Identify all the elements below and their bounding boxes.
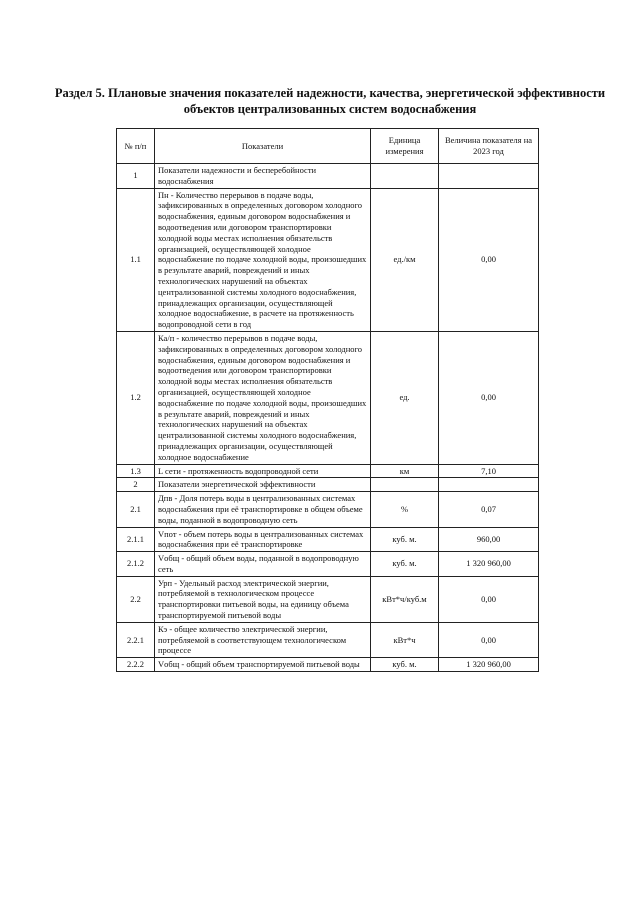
title-line-1: Раздел 5. Плановые значения показателей надежности, качества, энергетической эффективности bbox=[54, 86, 606, 100]
row-name: Урп - Удельный расход электрической энергии, потребляемой в технологическом процессе транспортировки питьевой воды, на единицу объема транспортируемой питьевой воды bbox=[155, 576, 371, 622]
table-row bbox=[117, 164, 539, 189]
row-name: Пн - Количество перерывов в подаче воды, зафиксированных в определенных договором холодного водоснабжения, единым договором водоснабжения и водоотведения или договором транспортировки холодной воды местах исполнения обязательств организацией, осуществляющей холодное водоснабжение по подаче холодной воды, произошедших в результате аварий, повреждений и иных технологических нарушений на объектах централизованной системы холодного водоснабжения, принадлежащих организации, осуществляющей холодное водоснабжение, в расчете на протяженность водопроводной сети в год bbox=[155, 188, 371, 331]
row-value: 0,00 bbox=[439, 188, 539, 331]
row-value: 1 320 960,00 bbox=[439, 552, 539, 577]
row-unit: ед. bbox=[371, 331, 439, 464]
row-value: 1 320 960,00 bbox=[439, 658, 539, 672]
page-title bbox=[40, 85, 620, 117]
table-header-row bbox=[117, 129, 539, 164]
row-value: 0,00 bbox=[439, 622, 539, 657]
row-value: 0,07 bbox=[439, 492, 539, 527]
row-value: 0,00 bbox=[439, 576, 539, 622]
header-num: № п/п bbox=[117, 129, 155, 164]
row-name: Ка/п - количество перерывов в подаче воды, зафиксированных в определенных договором холодного водоснабжения, единым договором водоснабжения и водоотведения или договором транспортировки холодной воды местах исполнения обязательств организацией, осуществляющей холодное водоснабжение по подаче холодной воды, произошедших в результате аварий, повреждений и иных технологических нарушений на объектах централизованной системы холодного водоснабжения, принадлежащих организации, осуществляющей холодное водоснабжение bbox=[155, 331, 371, 464]
row-num: 2.2 bbox=[117, 576, 155, 622]
row-value: 7,10 bbox=[439, 464, 539, 478]
row-num: 2.1.2 bbox=[117, 552, 155, 577]
row-unit: км bbox=[371, 464, 439, 478]
row-unit: куб. м. bbox=[371, 552, 439, 577]
row-unit: куб. м. bbox=[371, 527, 439, 552]
row-value: 0,00 bbox=[439, 331, 539, 464]
table-row bbox=[117, 527, 539, 552]
title-line-2: объектов централизованных систем водоснабжения bbox=[183, 102, 477, 116]
table-row bbox=[117, 464, 539, 478]
table-row bbox=[117, 622, 539, 657]
table-row bbox=[117, 331, 539, 464]
row-value bbox=[439, 478, 539, 492]
row-num: 2.2.2 bbox=[117, 658, 155, 672]
table-row bbox=[117, 658, 539, 672]
indicators-table bbox=[116, 128, 539, 672]
row-name: Дпв - Доля потерь воды в централизованных системах водоснабжения при её транспортировке в общем объеме воды, поданной в водопроводную сеть bbox=[155, 492, 371, 527]
row-unit: куб. м. bbox=[371, 658, 439, 672]
row-unit: кВт*ч/куб.м bbox=[371, 576, 439, 622]
row-name: Vобщ - общий объем воды, поданной в водопроводную сеть bbox=[155, 552, 371, 577]
row-num: 2.2.1 bbox=[117, 622, 155, 657]
row-unit bbox=[371, 478, 439, 492]
row-num: 1.2 bbox=[117, 331, 155, 464]
row-unit bbox=[371, 164, 439, 189]
row-num: 1.1 bbox=[117, 188, 155, 331]
table-row bbox=[117, 478, 539, 492]
row-name: Vобщ - общий объем транспортируемой питьевой воды bbox=[155, 658, 371, 672]
row-name: L сети - протяженность водопроводной сети bbox=[155, 464, 371, 478]
row-name: Кэ - общее количество электрической энергии, потребляемой в соответствующем технологическом процессе bbox=[155, 622, 371, 657]
table-row bbox=[117, 188, 539, 331]
header-unit: Единица измерения bbox=[371, 129, 439, 164]
row-value: 960,00 bbox=[439, 527, 539, 552]
header-value: Величина показателя на 2023 год bbox=[439, 129, 539, 164]
header-name: Показатели bbox=[155, 129, 371, 164]
table-row bbox=[117, 576, 539, 622]
row-name: Показатели надежности и бесперебойности водоснабжения bbox=[155, 164, 371, 189]
row-unit: % bbox=[371, 492, 439, 527]
table-row bbox=[117, 552, 539, 577]
row-num: 2 bbox=[117, 478, 155, 492]
row-num: 2.1 bbox=[117, 492, 155, 527]
row-num: 2.1.1 bbox=[117, 527, 155, 552]
row-value bbox=[439, 164, 539, 189]
row-num: 1.3 bbox=[117, 464, 155, 478]
row-num: 1 bbox=[117, 164, 155, 189]
row-name: Vпот - объем потерь воды в централизованных системах водоснабжения при её транспортировке bbox=[155, 527, 371, 552]
row-unit: кВт*ч bbox=[371, 622, 439, 657]
table-row bbox=[117, 492, 539, 527]
row-unit: ед./км bbox=[371, 188, 439, 331]
row-name: Показатели энергетической эффективности bbox=[155, 478, 371, 492]
